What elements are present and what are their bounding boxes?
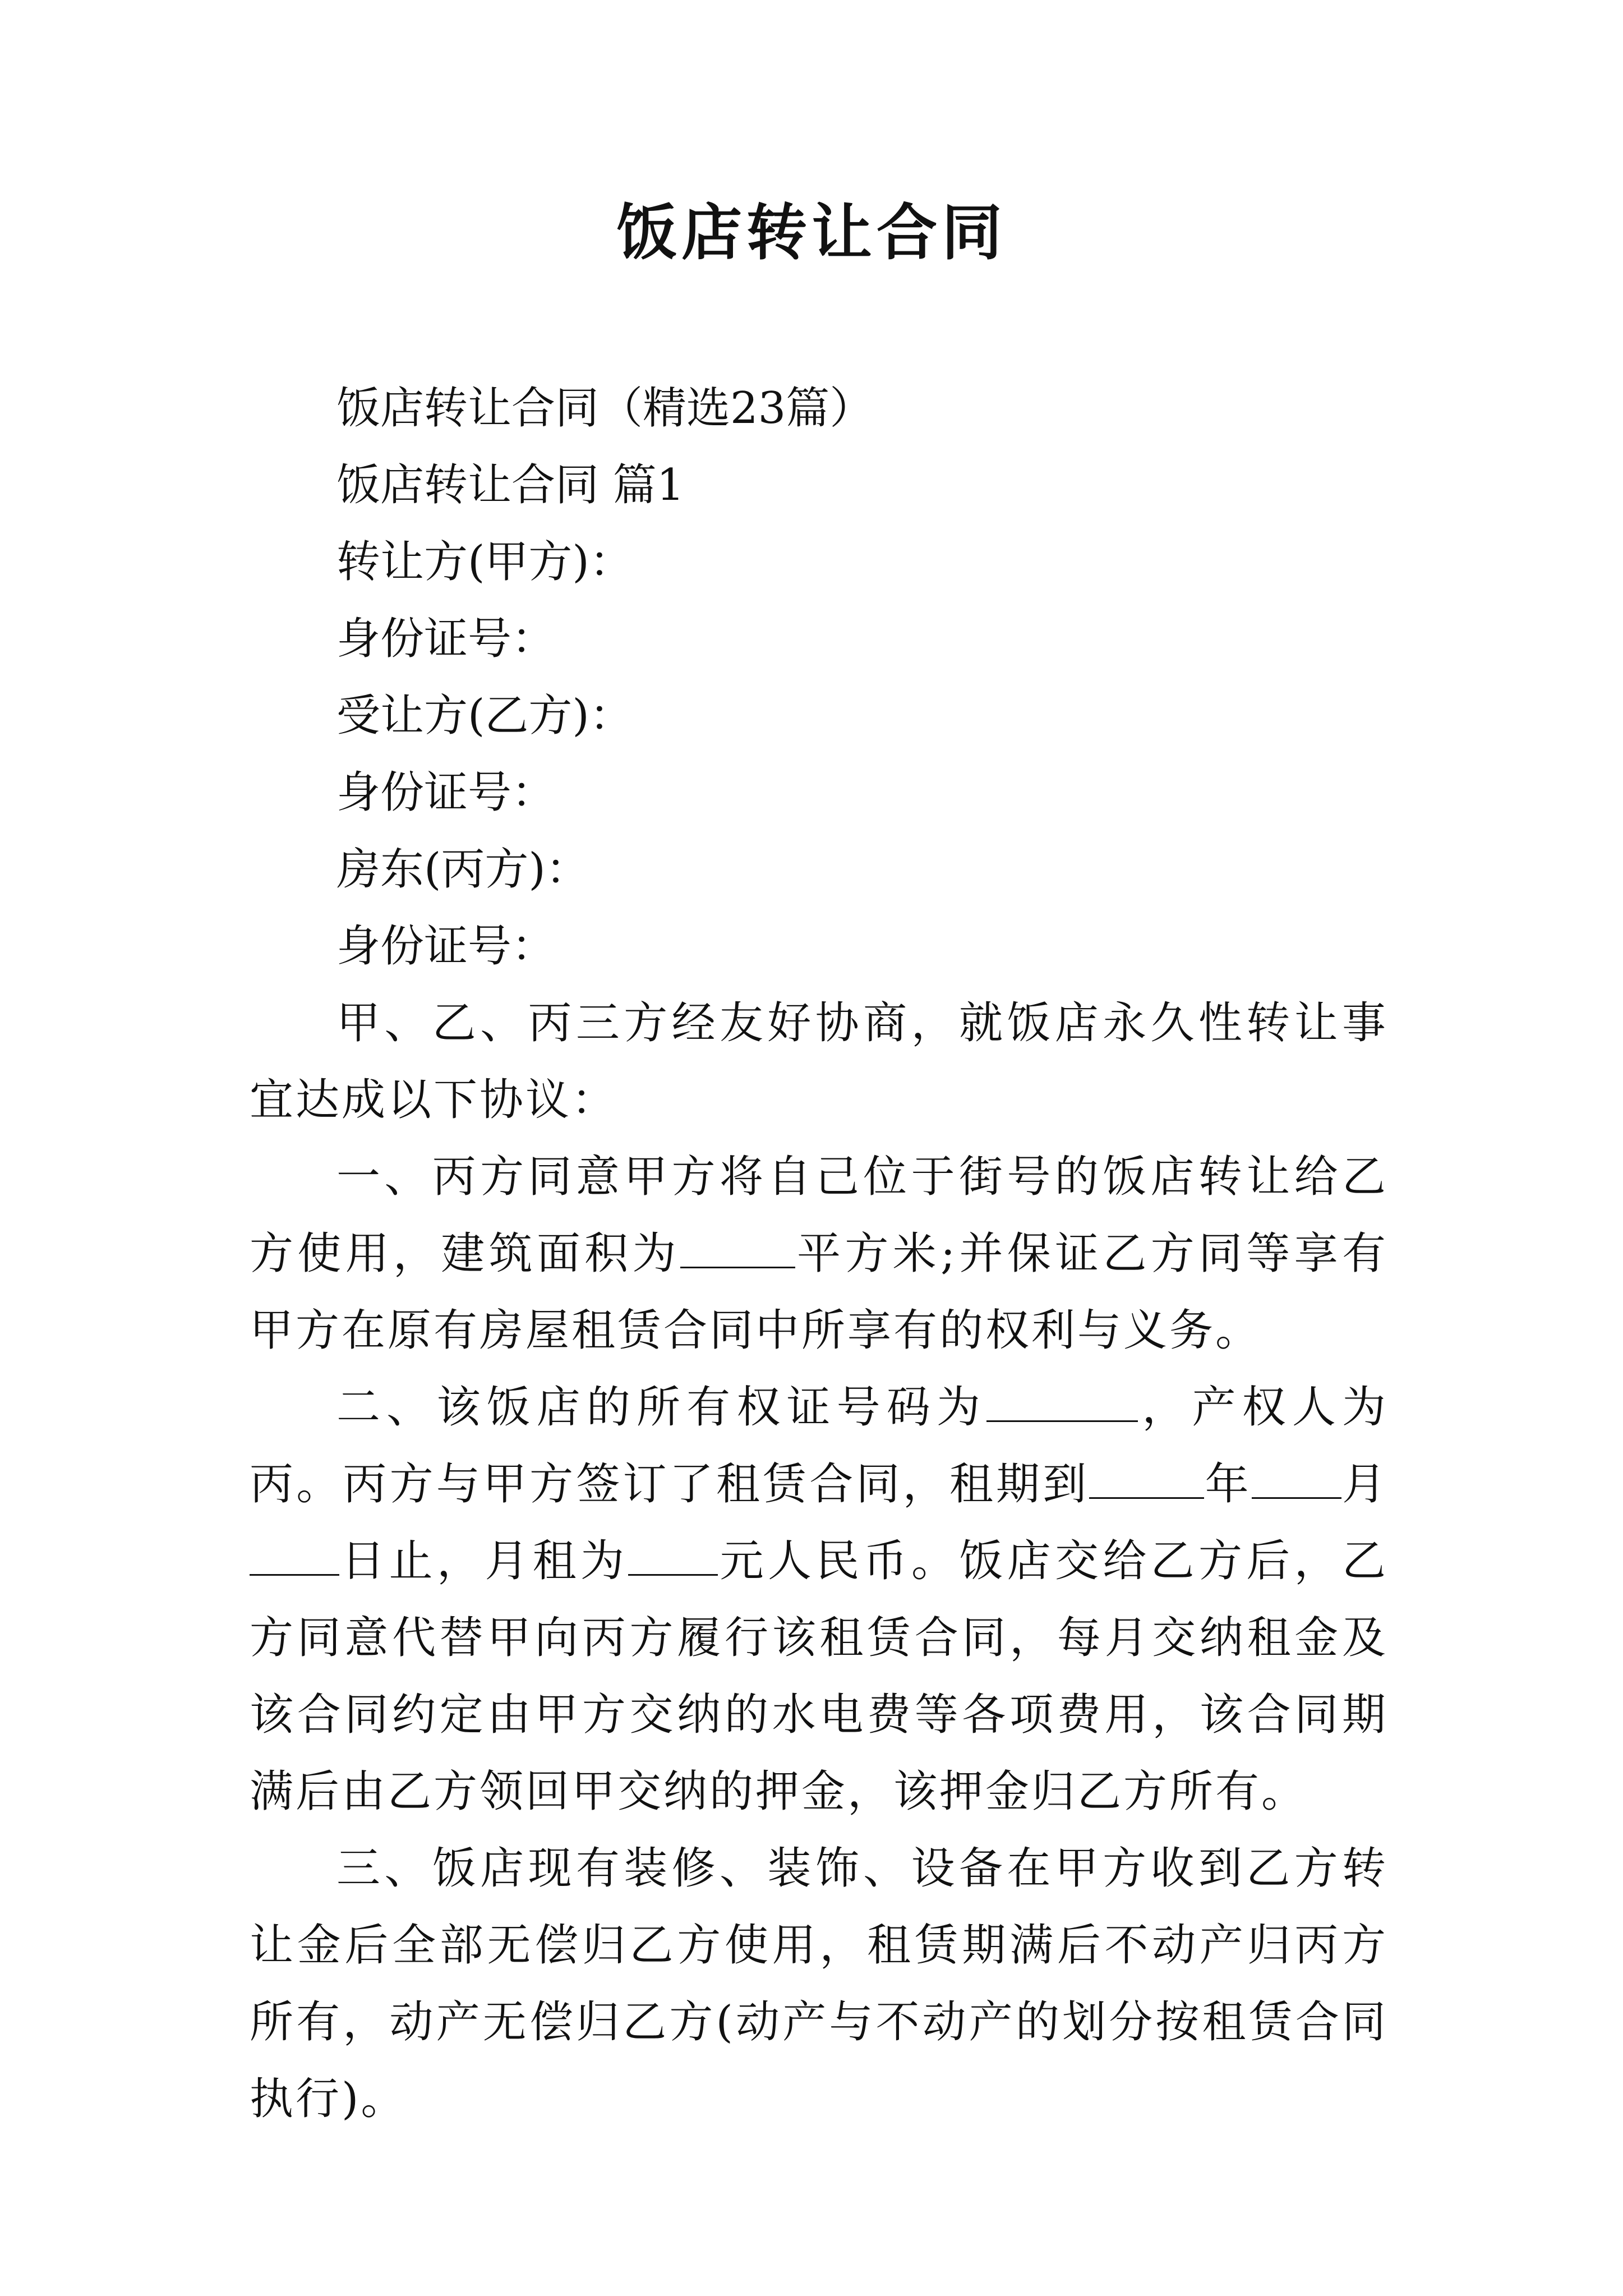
clause-1-paragraph bbox=[250, 1139, 1388, 1369]
month-blank bbox=[1252, 1464, 1341, 1499]
certificate-number-blank bbox=[986, 1387, 1138, 1422]
clause-2-month-label: 月 bbox=[1341, 1459, 1388, 1510]
party-b-id-label: 身份证号： bbox=[336, 767, 556, 818]
document-subtitle: 饭店转让合同（精选23篇） bbox=[336, 383, 874, 434]
party-b-label: 受让方(乙方)： bbox=[336, 691, 633, 741]
area-blank bbox=[680, 1233, 795, 1268]
party-c-id-label: 身份证号： bbox=[336, 921, 556, 972]
day-blank bbox=[250, 1540, 339, 1576]
clause-2-year-label: 年 bbox=[1204, 1459, 1252, 1510]
document-title: 饭店转让合同 bbox=[616, 197, 1007, 268]
clause-2-text-d: 元人民币。饭店交给乙方后，乙方同意代替甲向丙方履行该租赁合同，每月交纳租金及该合同约定由甲方交纳的水电费等各项费用，该合同期满后由乙方领回甲交纳的押金，该押金归乙方所有。 bbox=[250, 1536, 1388, 1817]
document-body bbox=[250, 370, 1388, 2138]
party-c-label: 房东(丙方)： bbox=[336, 844, 589, 895]
section-heading: 饭店转让合同 篇1 bbox=[336, 460, 685, 510]
year-blank bbox=[1089, 1464, 1204, 1499]
party-a-label: 转让方(甲方)： bbox=[336, 537, 633, 587]
intro-paragraph: 甲、乙、丙三方经友好协商，就饭店永久性转让事宜达成以下协议： bbox=[250, 998, 1388, 1125]
clause-1-text-a: 一、丙方同意甲方将自己位于街号的饭店转让给乙方使用，建筑面积为 bbox=[250, 1152, 1388, 1279]
clause-2-text-b: ，产权人为丙。丙方与甲方签订了租赁合同，租期到 bbox=[250, 1382, 1388, 1510]
clause-2-text-c: 日止，月租为 bbox=[339, 1536, 629, 1586]
clause-1-text-b: 平方米;并保证乙方同等享有甲方在原有房屋租赁合同中所享有的权利与义务。 bbox=[250, 1228, 1388, 1356]
party-a-id-label: 身份证号： bbox=[336, 614, 556, 664]
clause-2-text-a: 二、该饭店的所有权证号码为 bbox=[336, 1382, 987, 1433]
clause-2-paragraph bbox=[250, 1369, 1388, 1830]
clause-3-paragraph: 三、饭店现有装修、装饰、设备在甲方收到乙方转让金后全部无偿归乙方使用，租赁期满后不动产归丙方所有，动产无偿归乙方(动产与不动产的划分按租赁合同执行)。 bbox=[250, 1843, 1388, 2124]
monthly-rent-blank bbox=[628, 1540, 718, 1576]
